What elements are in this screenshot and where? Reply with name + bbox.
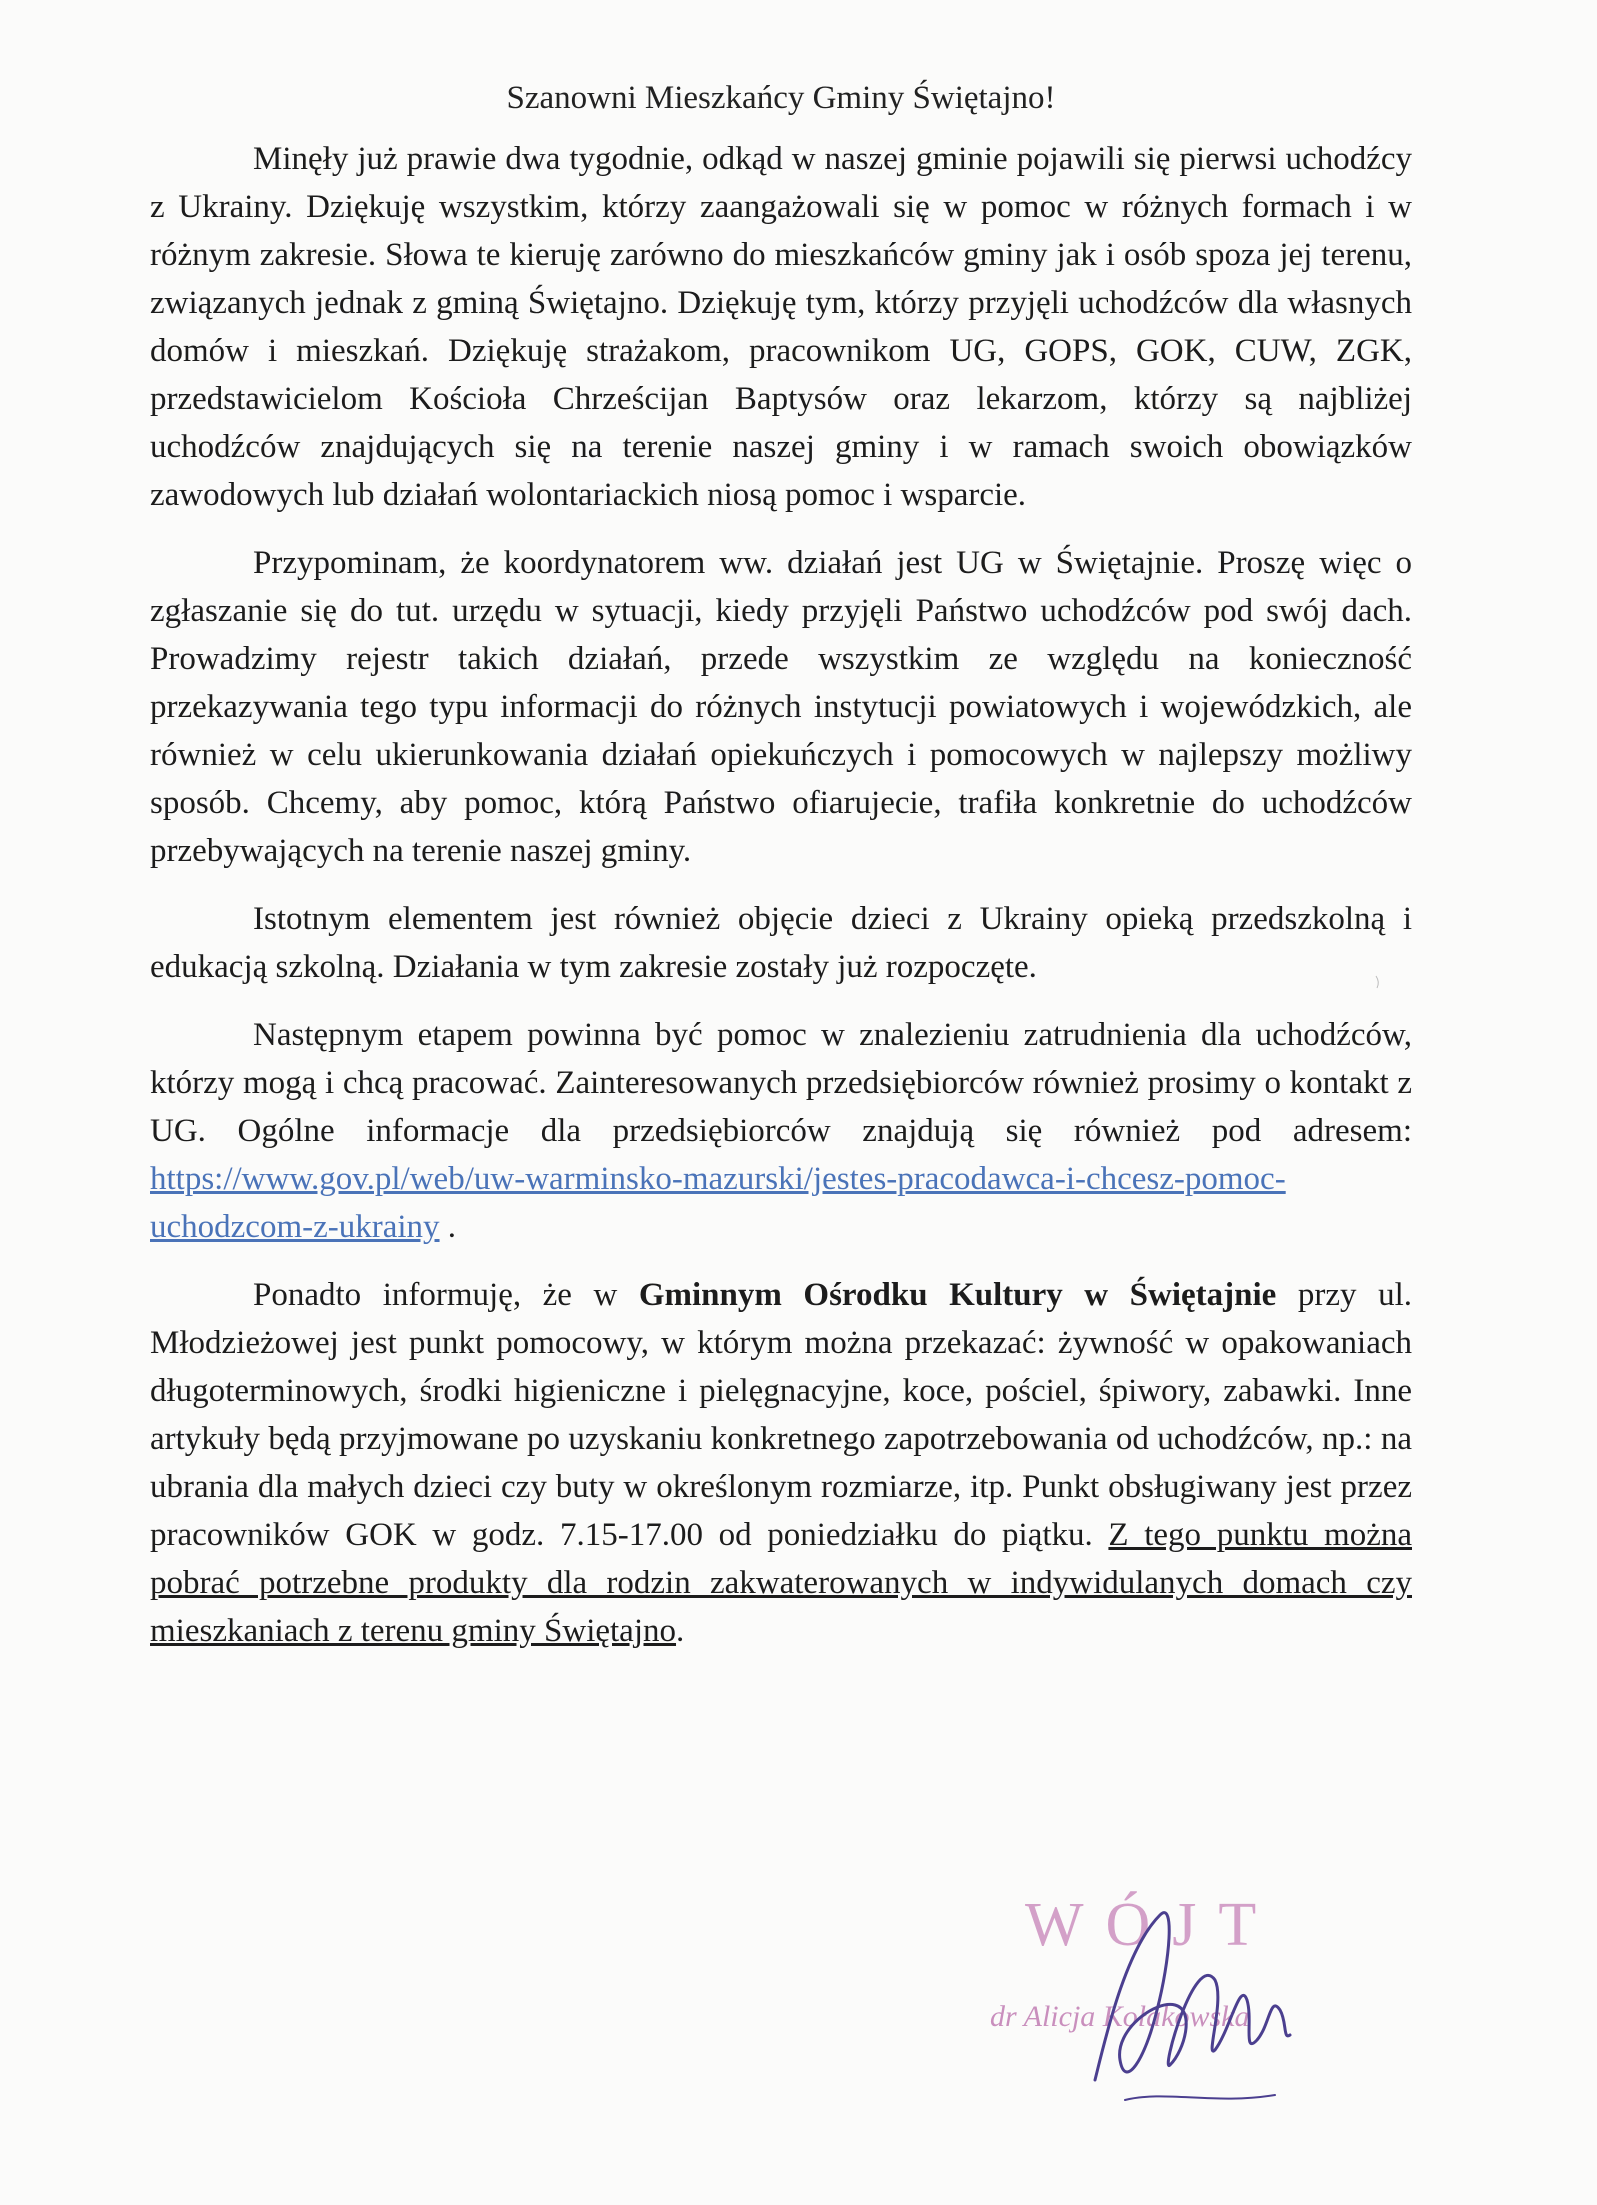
paper-mark-icon — [1375, 975, 1381, 989]
employment-end: . — [439, 1209, 457, 1245]
employer-info-link[interactable]: https://www.gov.pl/web/uw-warminsko-mazurski/jestes-pracodawca-i-chcesz-pomoc-uchodzcom-z-ukrainy — [150, 1161, 1286, 1245]
mayor-stamp — [975, 1890, 1365, 2150]
help-point-end: . — [676, 1613, 685, 1649]
letter-body — [150, 80, 1412, 1675]
help-point-note: Z tego punktu można pobrać potrzebne produkty dla rodzin zakwaterowanych w indywidulanych domach czy mieszkaniach z terenu gminy Świętajno — [150, 1517, 1412, 1649]
paragraph-thanks: Minęły już prawie dwa tygodnie, odkąd w naszej gminie pojawili się pierwsi uchodźcy z Ukrainy. Dziękuję wszystkim, którzy zaangażowali się w pomoc w różnych formach i w różnym zakresie. Słowa te kieruję zarówno do mieszkańców gminy jak i osób spoza jej terenu, związanych jednak z gminą Świętajno. Dziękuję tym, którzy przyjęli uchodźców dla własnych domów i mieszkań. Dziękuję strażakom, pracownikom UG, GOPS, GOK, CUW, ZGK, przedstawicielom Kościoła Chrześcijan Baptysów oraz lekarzom, którzy są najbliżej uchodźców znajdujących się na terenie naszej gminy i w ramach swoich obowiązków zawodowych lub działań wolontariackich niosą pomoc i wsparcie. — [150, 141, 1412, 513]
employment-text: Następnym etapem powinna być pomoc w znalezieniu zatrudnienia dla uchodźców, którzy mogą i chcą pracować. Zainteresowanych przedsiębiorców również prosimy o kontakt z UG. Ogólne informacje dla przedsiębiorców znajdują się również pod adresem: — [150, 1017, 1412, 1149]
help-point-details: przy ul. Młodzieżowej jest punkt pomocowy, w którym można przekazać: żywność w opakowaniach długoterminowych, środki higieniczne i pielęgnacyjne, koce, pościel, śpiwory, zabawki. Inne artykuły będą przyjmowane po uzyskaniu konkretnego zapotrzebowania od uchodźców, np.: na ubrania dla małych dzieci czy buty w określonym rozmiarze, itp. Punkt obsługiwany jest przez pracowników GOK w godz. 7.15-17.00 od poniedziałku do piątku. — [150, 1277, 1412, 1553]
signature-icon — [1065, 1890, 1305, 2130]
gok-name: Gminnym Ośrodku Kultury w Świętajnie — [638, 1277, 1277, 1313]
paragraph-help-point — [150, 1271, 1412, 1655]
stamp-name: dr Alicja Kołakowska — [990, 2000, 1250, 2033]
stamp-title: WÓJT — [1025, 1891, 1279, 1959]
salutation: Szanowni Mieszkańcy Gminy Świętajno! — [506, 80, 1056, 116]
paragraph-coordination: Przypominam, że koordynatorem ww. działań jest UG w Świętajnie. Proszę więc o zgłaszanie się do tut. urzędu w sytuacji, kiedy przyjęli Państwo uchodźców pod swój dach. Prowadzimy rejestr takich działań, przede wszystkim ze względu na konieczność przekazywania tego typu informacji do różnych instytucji powiatowych i wojewódzkich, ale również w celu ukierunkowania działań opiekuńczych i pomocowych w najlepszy możliwy sposób. Chcemy, aby pomoc, którą Państwo ofiarujecie, trafiła konkretnie do uchodźców przebywających na terenie naszej gminy. — [150, 545, 1412, 869]
help-point-intro: Ponadto informuję, że w — [253, 1277, 639, 1313]
paragraph-education: Istotnym elementem jest również objęcie dzieci z Ukrainy opieką przedszkolną i edukacją szkolną. Działania w tym zakresie zostały już rozpoczęte. — [150, 901, 1412, 985]
paragraph-employment — [150, 1011, 1412, 1251]
